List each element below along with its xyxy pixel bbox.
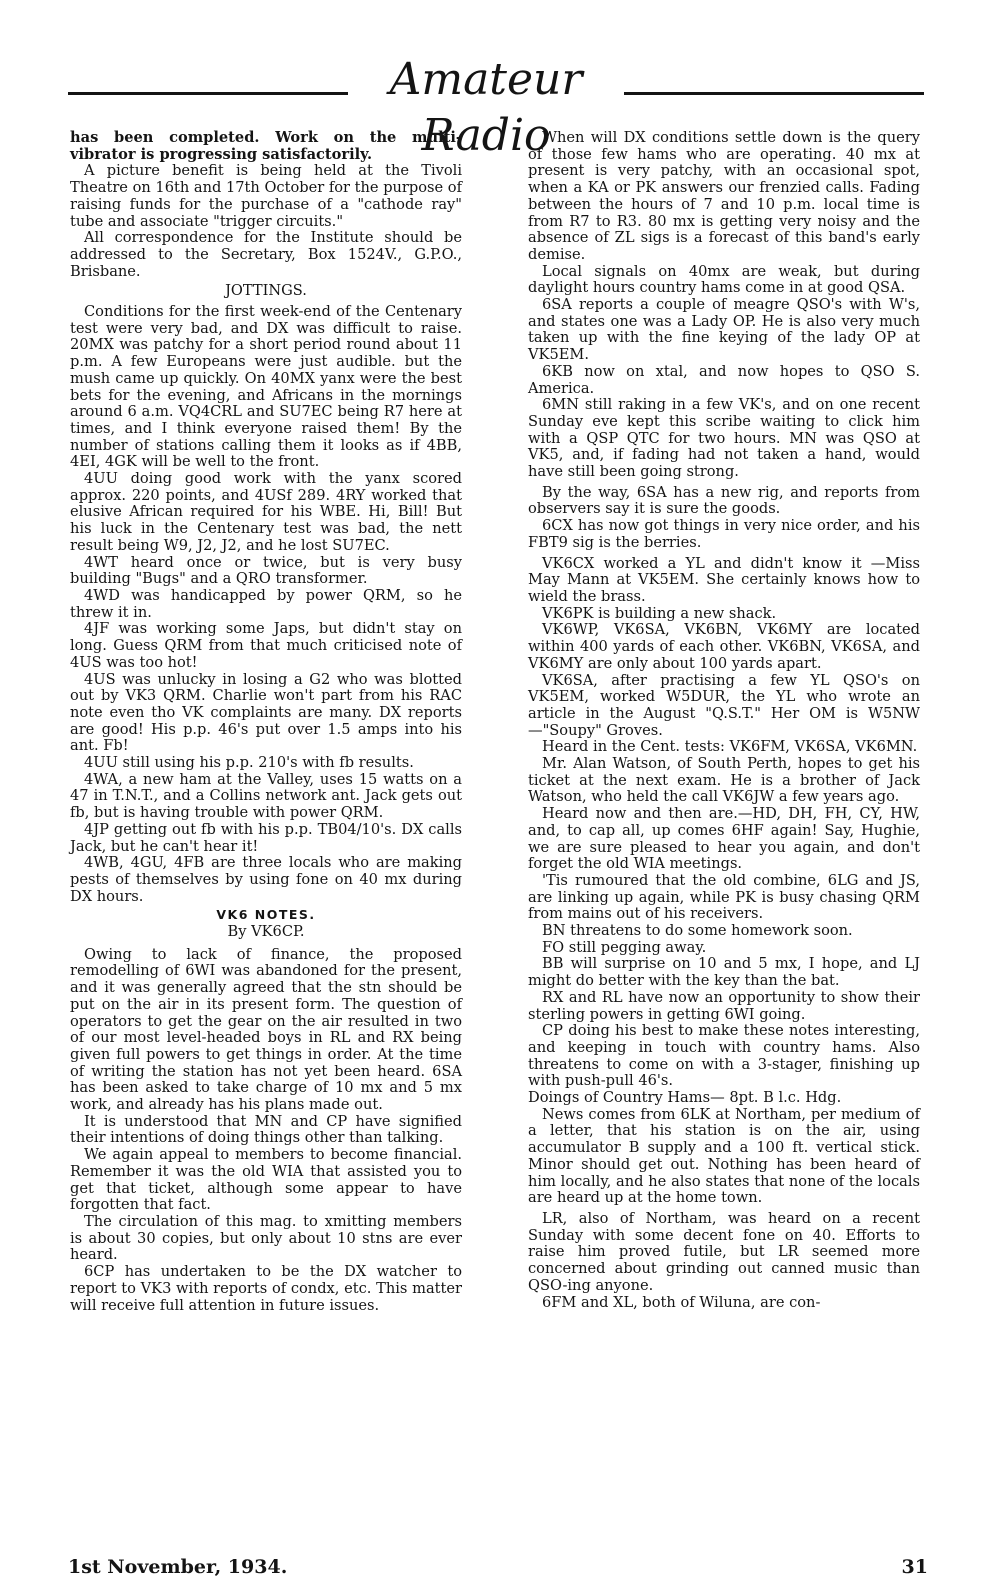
paragraph: BB will surprise on 10 and 5 mx, I hope, and LJ might do better with the key than the bat. — [528, 955, 920, 990]
paragraph: Doings of Country Hams— 8pt. B l.c. Hdg. — [528, 1089, 842, 1107]
paragraph: 6MN still raking in a few VK's, and on one recent Sunday eve kept this scribe waiting to click him with a QSP QTC for two hours. MN was QSO at VK5, and, if fading had not taken a hand, would have still been going strong. — [528, 396, 920, 481]
masthead-rule-left — [68, 92, 348, 95]
paragraph: CP doing his best to make these notes interesting, and keeping in touch with country hams. Also threatens to come on with a 3-stager, finishing up with push-pull 46's. — [528, 1022, 920, 1090]
paragraph: VK6PK is building a new shack. — [542, 604, 777, 622]
paragraph: 6FM and XL, both of Wiluna, are con- — [542, 1293, 821, 1311]
paragraph: Heard now and then are.—HD, DH, FH, CY, HW, and, to cap all, up comes 6HF again! Say, Hughie, we are sure pleased to hear you again, and don't forget the old WIA meetings. — [528, 805, 920, 873]
paragraph: Conditions for the first week-end of the Centenary test were very bad, and DX was difficult to raise. 20MX was patchy for a short period round about 11 p.m. A few Europeans were just audible. but the mush came up quickly. On 40MX yanx were the best bets for the evening, and Africans in the mornings around 6 a.m. VQ4CRL and SU7EC being R7 here at times, and I think everyone raised them! By the number of stations calling them it looks as if 4BB, 4EI, 4GK will be well to the front. — [70, 303, 462, 471]
paragraph: 4UU doing good work with the yanx scored approx. 220 points, and 4USf 289. 4RY worked that elusive African required for his WBE. Hi, Bill! But his luck in the Centenary test was bad, the nett result being W9, J2, J2, and he lost SU7EC. — [70, 470, 462, 554]
page-number: 31 — [901, 1556, 928, 1578]
section-heading: JOTTINGS. — [225, 282, 307, 300]
paragraph: A picture benefit is being held at the Tivoli Theatre on 16th and 17th October for the purpose of raising funds for the purchase of a "cathode ray" tube and associate "trigger circuits." — [70, 162, 462, 230]
issue-date: 1st November, 1934. — [68, 1556, 288, 1578]
paragraph: 6CP has undertaken to be the DX watcher to report to VK3 with reports of condx, etc. This matter will receive full attention in future issues. — [70, 1263, 462, 1314]
masthead-title: Amateur Radio — [389, 54, 583, 161]
paragraph: It is understood that MN and CP have signified their intentions of doing things other than talking. — [70, 1112, 462, 1147]
paragraph: 4JF was working some Japs, but didn't stay on long. Guess QRM from that much criticised note of 4US was too hot! — [70, 620, 462, 671]
paragraph: News comes from 6LK at Northam, per medium of a letter, that his station is on the air, using accumulator B supply and a 100 ft. vertical stick. Minor should get out. Nothing has been heard of him locally, and he also states that none of the locals are heard up at the home town. — [528, 1105, 920, 1207]
paragraph: Local signals on 40mx are weak, but during daylight hours country hams come in at good QSA. — [528, 262, 920, 297]
paragraph: 4WA, a new ham at the Valley, uses 15 watts on a 47 in T.N.T., and a Collins network ant. Jack gets out fb, but is having trouble with power QRM. — [70, 770, 462, 822]
paragraph: 4WT heard once or twice, but is very busy building "Bugs" and a QRO transformer. — [70, 553, 462, 588]
masthead-rule-right — [624, 92, 924, 95]
paragraph: BN threatens to do some homework soon. — [542, 922, 853, 940]
paragraph: 6KB now on xtal, and now hopes to QSO S. America. — [528, 362, 920, 397]
paragraph: VK6SA, after practising a few YL QSO's on VK5EM, worked W5DUR, the YL who wrote an article in the August "Q.S.T." Her OM is W5NW—"Soupy" Groves. — [528, 671, 920, 739]
left-column — [70, 130, 462, 1314]
right-column — [528, 130, 920, 1311]
paragraph: We again appeal to members to become financial. Remember it was the old WIA that assisted you to get that ticket, although some appear to have forgotten that fact. — [70, 1146, 462, 1214]
paragraph: 'Tis rumoured that the old combine, 6LG and JS, are linking up again, while PK is busy chasing QRM from mains out of his receivers. — [528, 871, 920, 923]
paragraph: 4WD was handicapped by power QRM, so he threw it in. — [70, 586, 462, 621]
paragraph: Mr. Alan Watson, of South Perth, hopes to get his ticket at the next exam. He is a brother of Jack Watson, who held the call VK6JW a few years ago. — [528, 755, 920, 806]
paragraph: RX and RL have now an opportunity to show their sterling powers in getting 6WI going. — [528, 988, 920, 1023]
paragraph: VK6CX worked a YL and didn't know it —Miss May Mann at VK5EM. She certainly knows how to wield the brass. — [528, 554, 920, 605]
paragraph: When will DX conditions settle down is the query of those few hams who are operating. 40 mx at present is very patchy, with an occasional spot, when a KA or PK answers our frenzied calls. Fading between the hours of 7 and 10 p.m. local time is from R7 to R3. 80 mx is getting very noisy and the absence of ZL sigs is a forecast of this band's early demise. — [528, 129, 920, 263]
paragraph: The circulation of this mag. to xmitting members is about 30 copies, but only about 10 stns are ever heard. — [70, 1213, 462, 1264]
paragraph: 4JP getting out fb with his p.p. TB04/10's. DX calls Jack, but he can't hear it! — [70, 820, 462, 855]
paragraph: VK6WP, VK6SA, VK6BN, VK6MY are located within 400 yards of each other. VK6BN, VK6SA, and VK6MY are only about 100 yards apart. — [528, 621, 920, 672]
paragraph: has been completed. Work on the multi-vibrator is progressing satisfactorily. — [70, 129, 462, 163]
section-heading: VK6 NOTES. — [216, 907, 316, 923]
paragraph: All correspondence for the Institute should be addressed to the Secretary, Box 1524V., G.P.O., Brisbane. — [70, 229, 462, 280]
paragraph: 4UU still using his p.p. 210's with fb results. — [84, 754, 414, 772]
paragraph: Heard in the Cent. tests: VK6FM, VK6SA, VK6MN. — [542, 738, 918, 756]
paragraph: By the way, 6SA has a new rig, and reports from observers say it is sure the goods. — [528, 483, 920, 518]
paragraph: 6SA reports a couple of meagre QSO's with W's, and states one was a Lady OP. He is also very much taken up with the fine keying of the lady OP at VK5EM. — [528, 296, 920, 364]
paragraph: Owing to lack of finance, the proposed remodelling of 6WI was abandoned for the present, and it was generally agreed that the stn should be put on the air in its present form. The question of operators to get the gear on the air resulted in two of our most level-headed boys in RL and RX being given full powers to get things in order. At the time of writing the station has not yet been heard. 6SA has been asked to take charge of 10 mx and 5 mx work, and already has his plans made out. — [70, 945, 462, 1114]
paragraph: LR, also of Northam, was heard on a recent Sunday with some decent fone on 40. Efforts to raise him proved futile, but LR seemed more concerned about grinding out canned music than QSO-ing anyone. — [528, 1210, 920, 1294]
paragraph: 6CX has now got things in very nice order, and his FBT9 sig is the berries. — [528, 517, 920, 551]
section-heading: By VK6CP. — [227, 923, 305, 941]
paragraph: FO still pegging away. — [542, 938, 707, 956]
paragraph: 4WB, 4GU, 4FB are three locals who are making pests of themselves by using fone on 40 mx during DX hours. — [70, 854, 462, 905]
paragraph: 4US was unlucky in losing a G2 who was blotted out by VK3 QRM. Charlie won't part from his RAC note even tho VK complaints are many. DX reports are good! His p.p. 46's put over 1.5 amps into his ant. Fb! — [70, 670, 462, 755]
